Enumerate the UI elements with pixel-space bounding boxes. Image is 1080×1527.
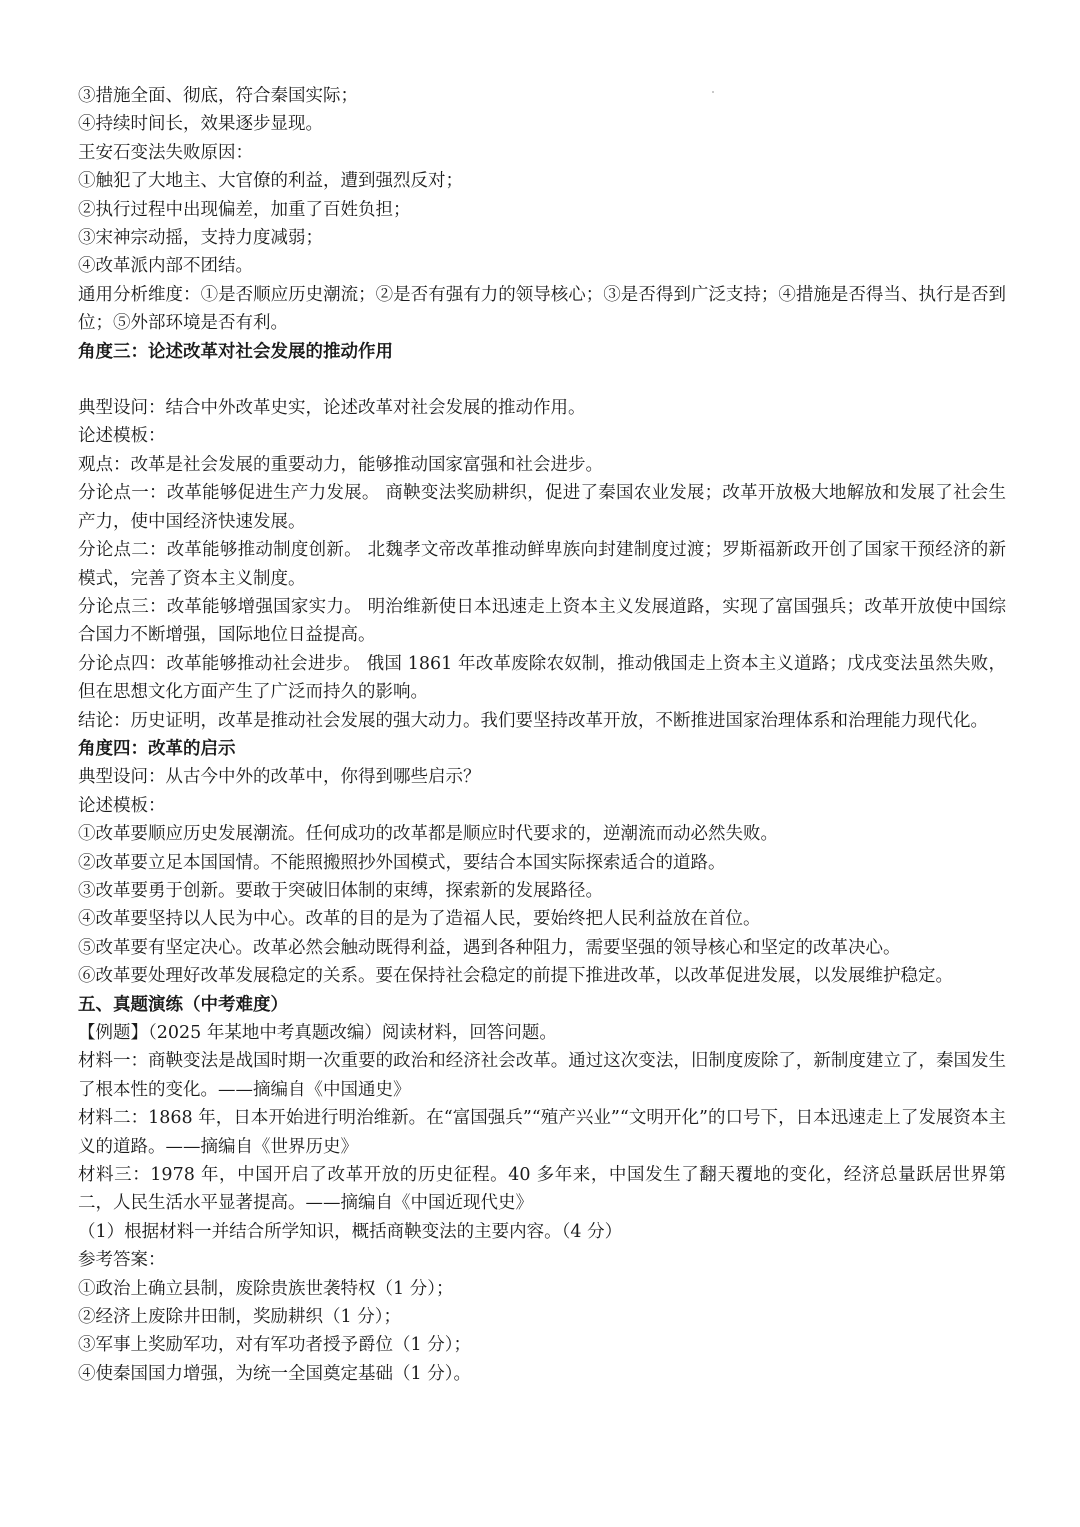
text-line: 论述模板：	[78, 426, 166, 447]
text-line: ④使秦国国力增强，为统一全国奠定基础（1 分）。	[78, 1363, 471, 1384]
text-paragraph: 材料一：商鞅变法是战国时期一次重要的政治和经济社会改革。通过这次变法，旧制度废除了，新制度建立了，秦国发生了根本性的变化。——摘编自《中国通史》	[78, 1051, 1006, 1100]
text-paragraph: 分论点二：改革能够推动制度创新。 北魏孝文帝改革推动鲜卑族向封建制度过渡；罗斯福新政开创了国家干预经济的新模式，完善了资本主义制度。	[78, 540, 1006, 589]
text-line: 论述模板：	[78, 795, 166, 816]
text-line: 【例题】（2025 年某地中考真题改编）阅读材料，回答问题。	[78, 1023, 557, 1043]
text-paragraph: 通用分析维度：①是否顺应历史潮流；②是否有强有力的领导核心；③是否得到广泛支持；④措施是否得当、执行是否到位；⑤外部环境是否有利。	[78, 284, 1006, 334]
text-line: ②经济上废除井田制，奖励耕织（1 分）；	[78, 1307, 401, 1328]
text-line: 典型设问：从古今中外的改革中，你得到哪些启示？	[78, 767, 481, 788]
text-line: ③宋神宗动摇，支持力度减弱；	[78, 228, 323, 249]
text-line: ①触犯了大地主、大官僚的利益，遭到强烈反对；	[78, 171, 463, 192]
text-line: ③措施全面、彻底，符合秦国实际；	[78, 86, 358, 106]
text-line: 王安石变法失败原因：	[78, 142, 253, 163]
text-paragraph: 材料二：1868 年，日本开始进行明治维新。在“富国强兵”“殖产兴业”“文明开化”的口号下，日本迅速走上了发展资本主义的道路。——摘编自《世界历史》	[78, 1108, 1006, 1157]
section-heading: 角度四：改革的启示	[78, 738, 236, 759]
text-line: ①政治上确立县制，废除贵族世袭特权（1 分）；	[78, 1278, 454, 1299]
text-line: ⑥改革要处理好改革发展稳定的关系。要在保持社会稳定的前提下推进改革，以改革促进发展，以发展维护稳定。	[78, 966, 953, 987]
text-line: ③改革要勇于创新。要敢于突破旧体制的束缚，探索新的发展路径。	[78, 880, 603, 901]
section-heading: 五、真题演练（中考难度）	[78, 994, 288, 1015]
text-paragraph: 分论点一：改革能够促进生产力发展。 商鞅变法奖励耕织，促进了秦国农业发展；改革开放极大地解放和发展了社会生产力，使中国经济快速发展。	[78, 483, 1006, 532]
section-heading: 角度三：论述改革对社会发展的推动作用	[78, 341, 393, 362]
text-line: ①改革要顺应历史发展潮流。任何成功的改革都是顺应时代要求的，逆潮流而动必然失败。	[78, 824, 778, 845]
text-paragraph: 分论点三：改革能够增强国家实力。 明治维新使日本迅速走上资本主义发展道路，实现了富国强兵；改革开放使中国综合国力不断增强，国际地位日益提高。	[78, 596, 1006, 646]
text-line: 参考答案：	[78, 1250, 166, 1271]
text-line: ⑤改革要有坚定决心。改革必然会触动既得利益，遇到各种阻力，需要坚强的领导核心和坚定的改革决心。	[78, 937, 901, 958]
text-paragraph: 分论点四：改革能够推动社会进步。 俄国 1861 年改革废除农奴制，推动俄国走上资本主义道路；戊戌变法虽然失败，但在思想文化方面产生了广泛而持久的影响。	[78, 653, 1006, 703]
text-paragraph: 材料三：1978 年，中国开启了改革开放的历史征程。40 多年来，中国发生了翻天覆地的变化，经济总量跃居世界第二，人民生活水平显著提高。——摘编自《中国近现代史》	[78, 1165, 1006, 1214]
text-line: ②改革要立足本国国情。不能照搬照抄外国模式，要结合本国实际探索适合的道路。	[78, 852, 726, 873]
text-line: ④改革要坚持以人民为中心。改革的目的是为了造福人民，要始终把人民利益放在首位。	[78, 909, 761, 930]
text-paragraph: 结论：历史证明，改革是推动社会发展的强大动力。我们要坚持改革开放，不断推进国家治理体系和治理能力现代化。	[78, 710, 988, 731]
text-line: ②执行过程中出现偏差，加重了百姓负担；	[78, 199, 411, 220]
text-line: 典型设问：结合中外改革史实，论述改革对社会发展的推动作用。	[78, 398, 586, 419]
text-line: 观点：改革是社会发展的重要动力，能够推动国家富强和社会进步。	[78, 454, 603, 475]
text-line: ③军事上奖励军功，对有军功者授予爵位（1 分）；	[78, 1335, 471, 1356]
text-line: ④持续时间长，效果逐步显现。	[78, 114, 323, 135]
document-page	[78, 82, 1006, 1388]
text-line: （1）根据材料一并结合所学知识，概括商鞅变法的主要内容。（4 分）	[78, 1221, 623, 1242]
blank-gap	[78, 366, 1006, 394]
text-line: ④改革派内部不团结。	[78, 256, 253, 277]
